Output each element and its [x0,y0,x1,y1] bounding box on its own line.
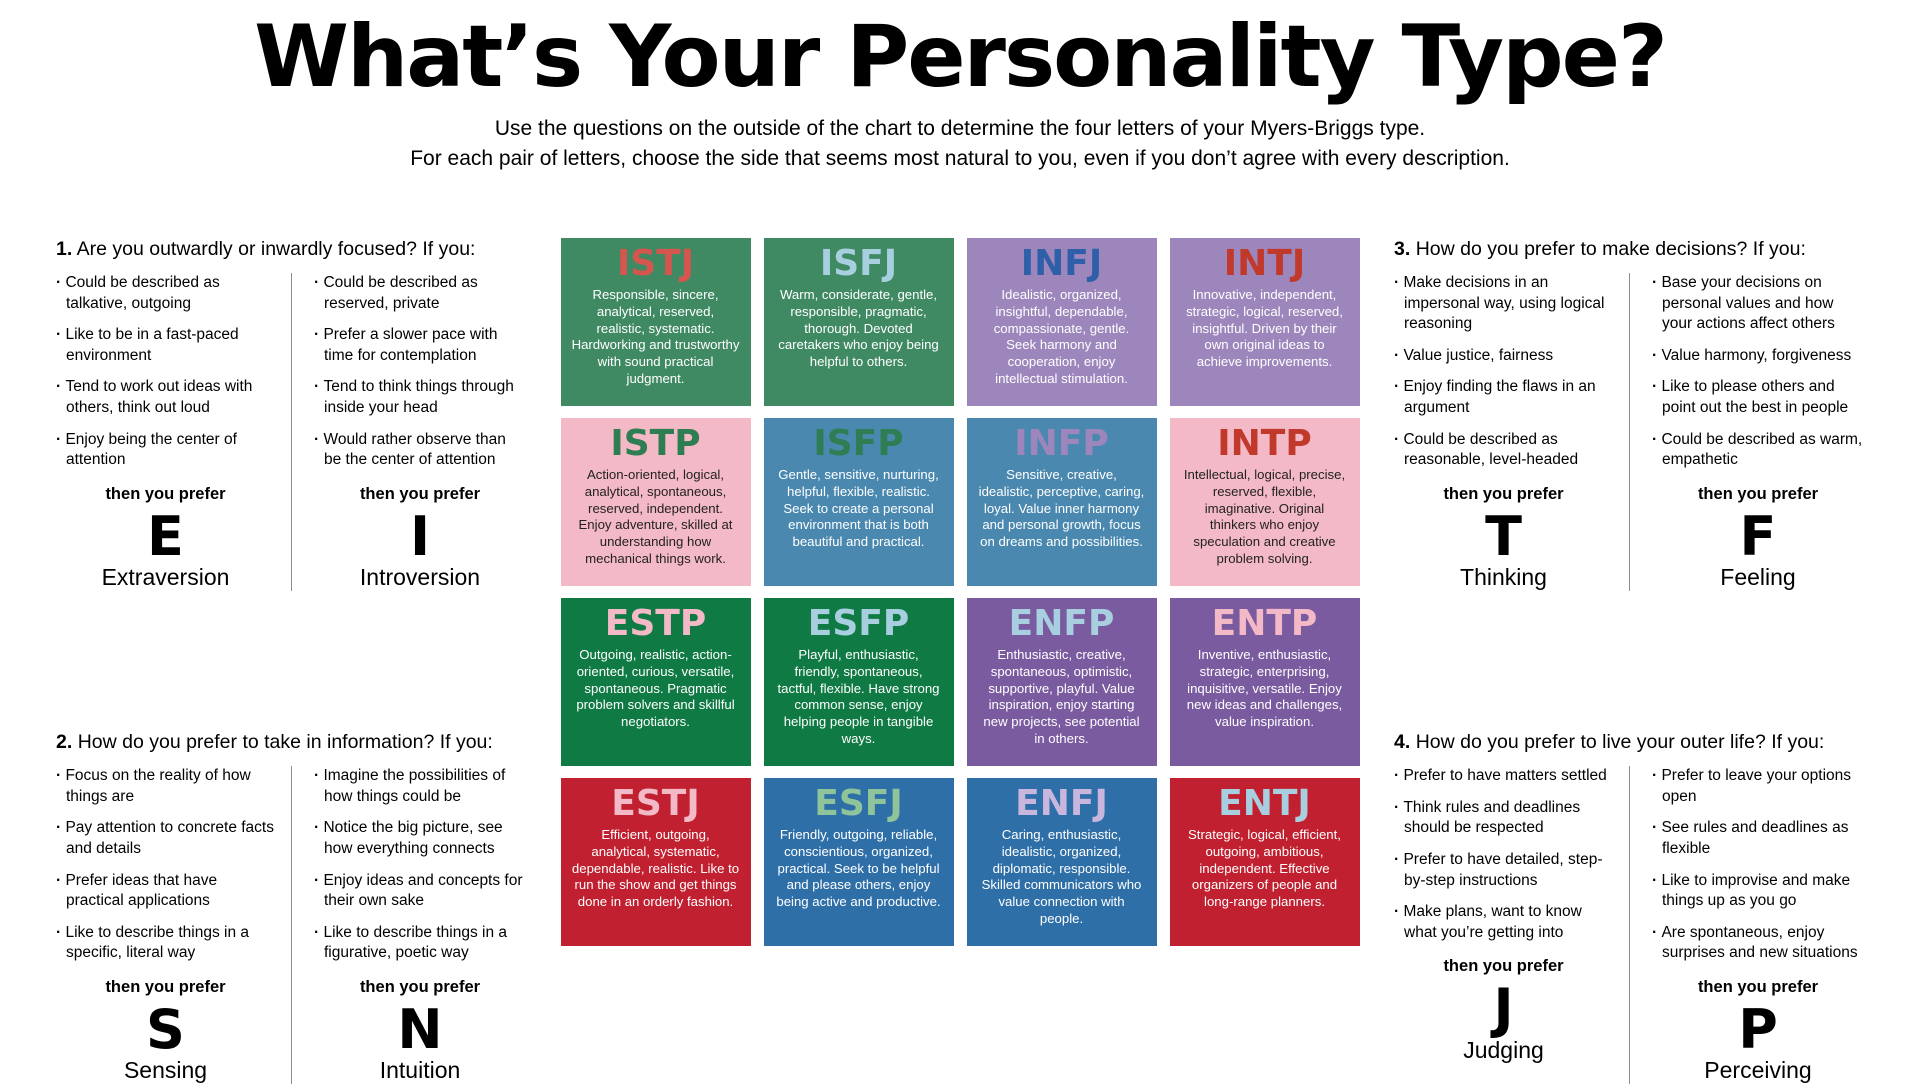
preference-letter-e: E [147,504,184,568]
question-block-2 [56,731,526,1084]
type-card-isfp[interactable] [764,418,954,586]
type-description: Intellectual, logical, precise, reserved, flexible, imaginative. Original thinkers who enjoy speculation and creative problem solving. [1183,466,1346,567]
question-2-prompt: How do you prefer to take in information? If you: [77,731,493,754]
preference-letter-p: P [1738,998,1778,1062]
type-code: INFJ [1020,243,1103,284]
preference-name-introversion: Introversion [359,564,481,591]
type-description: Responsible, sincere, analytical, reserved, realistic, systematic. Hardworking and trustworthy with sound practical judgment. [571,286,740,387]
bullet: · Value harmony, forgiveness [1652,346,1864,367]
type-code: ISTP [610,423,701,464]
type-description: Playful, enthusiastic, friendly, spontaneous, tactful, flexible. Have strong common sense, enjoy helping people in tangible ways. [777,646,940,747]
type-card-enfj[interactable] [967,778,1157,946]
question-4-left-option [1394,766,1629,1084]
page-subtitle [0,114,1920,175]
header [0,0,1920,175]
question-2-left-bullets [56,766,275,964]
question-4-left-bullets [1394,766,1613,943]
preference-name-thinking: Thinking [1460,564,1547,591]
bullet: · Like to describe things in a specific, literal way [56,923,275,964]
type-code: ISFP [813,423,904,464]
question-2-title [56,731,526,754]
bullet: · Prefer to leave your options open [1652,766,1864,807]
type-description: Inventive, enthusiastic, strategic, enterprising, inquisitive, versatile. Enjoy new ideas and challenges, value inspiration. [1186,646,1343,730]
preference-letter-s: S [146,998,185,1062]
type-card-infp[interactable] [967,418,1157,586]
bullet: · Value justice, fairness [1394,346,1613,367]
preference-letter-n: N [397,998,443,1062]
bullet: · Enjoy finding the flaws in an argument [1394,377,1613,418]
bullet: · Prefer a slower pace with time for contemplation [314,325,526,366]
type-card-enfp[interactable] [967,598,1157,766]
type-card-esfp[interactable] [764,598,954,766]
then-you-prefer-label: then you prefer [1697,978,1819,997]
bullet: · Focus on the reality of how things are [56,766,275,807]
bullet: · Like to describe things in a figurative, poetic way [314,923,526,964]
type-card-intp[interactable] [1170,418,1360,586]
type-code: ENTP [1211,603,1318,644]
bullet: · Like to be in a fast-paced environment [56,325,275,366]
preference-letter-f: F [1739,504,1777,568]
question-2-right-option [291,766,526,1084]
bullet: · Could be described as warm, empathetic [1652,430,1864,471]
bullet: · Like to please others and point out the best in people [1652,377,1864,418]
question-3-number: 3. [1394,238,1411,260]
type-code: ESTJ [611,783,700,824]
question-1-prompt: Are you outwardly or inwardly focused? If you: [76,238,476,260]
type-description: Action-oriented, logical, analytical, spontaneous, reserved, independent. Enjoy adventure, skilled at understanding how mechanical things work. [578,466,733,567]
bullet: · Like to improvise and make things up as you go [1652,871,1864,912]
question-4-right-bullets [1652,766,1864,964]
question-2-number: 2. [56,731,73,754]
bullet: · Could be described as reserved, private [314,273,526,314]
bullet: · Base your decisions on personal values and how your actions affect others [1652,273,1864,335]
preference-letter-j: J [1493,977,1514,1041]
type-code: ENTJ [1218,783,1311,824]
type-code: ENFP [1008,603,1115,644]
type-code: INTP [1217,423,1312,464]
question-2-right-bullets [314,766,526,964]
preference-name-extraversion: Extraversion [101,564,230,591]
question-3-title [1394,238,1864,261]
type-card-estp[interactable] [561,598,751,766]
question-4-number: 4. [1394,731,1411,754]
subtitle-line-1: Use the questions on the outside of the chart to determine the four letters of your Myers-Briggs type. [494,116,1426,140]
question-3-left-bullets [1394,273,1613,471]
type-description: Friendly, outgoing, reliable, conscientious, organized, practical. Seek to be helpful and please others, enjoy being active and productive. [776,826,941,910]
preference-name-perceiving: Perceiving [1704,1057,1812,1084]
type-description: Gentle, sensitive, nurturing, helpful, flexible, realistic. Seek to create a personal environment that is both beautiful and practical. [778,466,939,550]
bullet: · Pay attention to concrete facts and details [56,818,275,859]
then-you-prefer-label: then you prefer [1443,957,1564,976]
question-1-title [56,238,526,261]
bullet: · Could be described as reasonable, level-headed [1394,430,1613,471]
question-1-left-option [56,273,291,591]
type-card-esfj[interactable] [764,778,954,946]
type-code: ISFJ [819,243,898,284]
type-card-istj[interactable] [561,238,751,406]
then-you-prefer-label: then you prefer [1443,484,1564,503]
type-card-infj[interactable] [967,238,1157,406]
then-you-prefer-label: then you prefer [359,978,481,997]
question-block-3 [1394,238,1864,591]
question-block-4 [1394,731,1864,1084]
bullet: · Notice the big picture, see how everything connects [314,818,526,859]
bullet: · Make decisions in an impersonal way, using logical reasoning [1394,273,1613,335]
question-1-left-bullets [56,273,275,471]
type-code: ESTP [604,603,707,644]
then-you-prefer-label: then you prefer [1697,484,1819,503]
bullet: · Enjoy ideas and concepts for their own sake [314,871,526,912]
bullet: · Think rules and deadlines should be respected [1394,798,1613,839]
type-description: Sensitive, creative, idealistic, perceptive, caring, loyal. Value inner harmony and personal growth, focus on dreams and possibilities. [978,466,1145,550]
preference-name-judging: Judging [1463,1036,1544,1063]
type-description: Caring, enthusiastic, idealistic, organized, diplomatic, responsible. Skilled communicators who value connection with people. [981,826,1142,927]
then-you-prefer-label: then you prefer [105,484,226,503]
left-questions-column [0,238,526,1084]
personality-type-grid [555,238,1365,946]
subtitle-line-2: For each pair of letters, choose the side that seems most natural to you, even if you don’t agree with every description. [410,147,1510,171]
type-card-estj[interactable] [561,778,751,946]
type-card-istp[interactable] [561,418,751,586]
type-description: Warm, considerate, gentle, responsible, pragmatic, thorough. Devoted caretakers who enjoy being helpful to others. [778,286,939,370]
question-3-right-option [1629,273,1864,591]
preference-letter-t: T [1485,504,1522,568]
type-description: Idealistic, organized, insightful, dependable, compassionate, gentle. Seek harmony and cooperation, enjoy intellectual stimulation. [993,286,1130,387]
type-card-intj[interactable] [1170,238,1360,406]
preference-name-intuition: Intuition [379,1057,461,1084]
question-2-left-option [56,766,291,1084]
bullet: · Tend to think things through inside your head [314,377,526,418]
question-1-right-bullets [314,273,526,471]
type-code: ESFJ [814,783,903,824]
bullet: · Prefer to have matters settled [1394,766,1613,787]
type-code: INTJ [1223,243,1306,284]
type-code: ENFJ [1015,783,1108,824]
bullet: · Imagine the possibilities of how things could be [314,766,526,807]
bullet: · Prefer ideas that have practical applications [56,871,275,912]
type-card-isfj[interactable] [764,238,954,406]
bullet: · Make plans, want to know what you’re getting into [1394,902,1613,943]
bullet: · Enjoy being the center of attention [56,430,275,471]
then-you-prefer-label: then you prefer [359,484,481,503]
right-questions-column [1394,238,1920,1084]
question-3-right-bullets [1652,273,1864,471]
type-description: Enthusiastic, creative, spontaneous, optimistic, supportive, playful. Value inspiration, enjoy starting new projects, see potential in others. [983,646,1140,747]
bullet: · Could be described as talkative, outgoing [56,273,275,314]
then-you-prefer-label: then you prefer [105,978,226,997]
type-code: INFP [1014,423,1109,464]
bullet: · Are spontaneous, enjoy surprises and new situations [1652,923,1864,964]
question-4-right-option [1629,766,1864,1084]
question-block-1 [56,238,526,591]
type-description: Outgoing, realistic, action-oriented, curious, versatile, spontaneous. Pragmatic problem solvers and skillful negotiators. [576,646,735,730]
bullet: · See rules and deadlines as flexible [1652,818,1864,859]
type-description: Efficient, outgoing, analytical, systematic, dependable, realistic. Like to run the show and get things done in an orderly fashion. [571,826,740,910]
type-code: ISTJ [616,243,695,284]
page-title: What’s Your Personality Type? [254,7,1666,107]
chart-body [0,238,1920,1084]
question-4-title [1394,731,1864,754]
question-1-number: 1. [56,238,73,260]
type-code: ESFP [807,603,910,644]
question-3-prompt: How do you prefer to make decisions? If you: [1415,238,1806,260]
type-card-entj[interactable] [1170,778,1360,946]
preference-letter-i: I [409,504,431,568]
question-4-prompt: How do you prefer to live your outer life? If you: [1415,731,1825,754]
bullet: · Tend to work out ideas with others, think out loud [56,377,275,418]
preference-name-feeling: Feeling [1720,564,1796,591]
question-3-left-option [1394,273,1629,591]
type-card-entp[interactable] [1170,598,1360,766]
bullet: · Prefer to have detailed, step-by-step instructions [1394,850,1613,891]
bullet: · Would rather observe than be the center of attention [314,430,526,471]
question-1-right-option [291,273,526,591]
preference-name-sensing: Sensing [123,1057,208,1084]
type-description: Innovative, independent, strategic, logical, reserved, insightful. Driven by their own original ideas to achieve improvements. [1186,286,1343,370]
type-description: Strategic, logical, efficient, outgoing, ambitious, independent. Effective organizers of people and long-range planners. [1188,826,1341,910]
